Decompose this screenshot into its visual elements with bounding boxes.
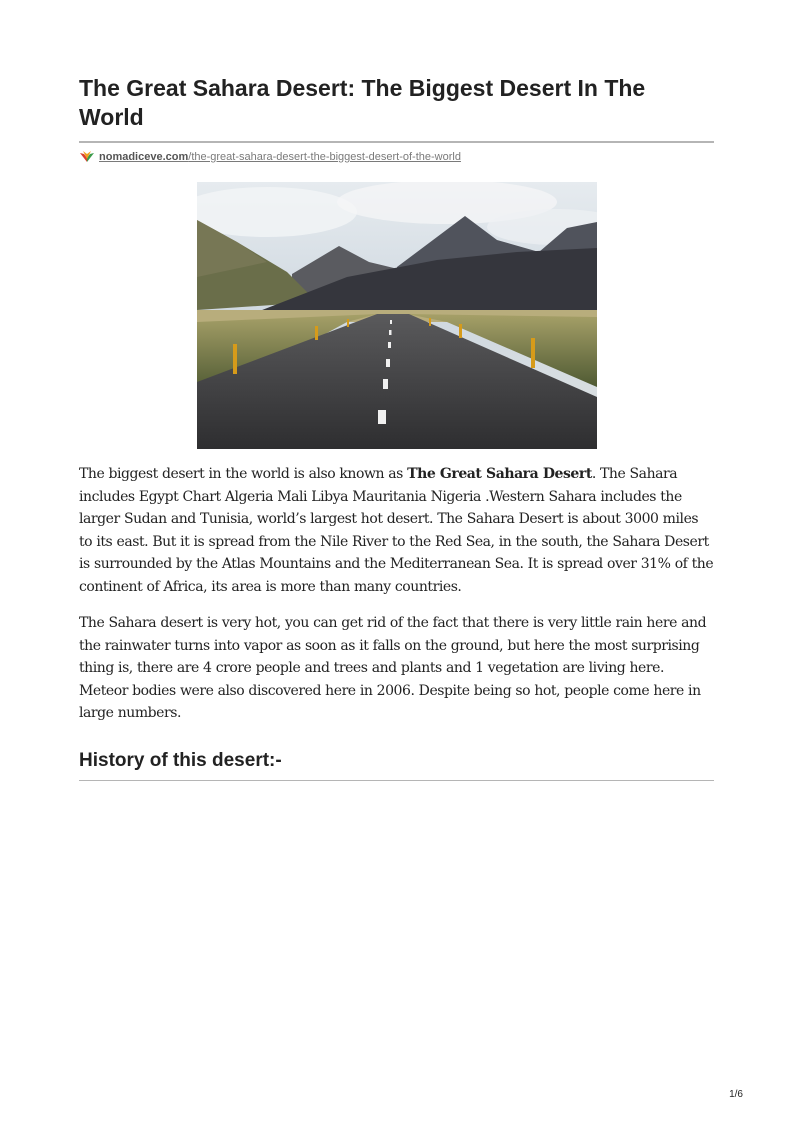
page-title: The Great Sahara Desert: The Biggest Desert In The World [79,74,714,143]
paragraph-1-intro: The biggest desert in the world is also known as [79,466,408,482]
source-link[interactable] [99,151,461,163]
paragraph-2: The Sahara desert is very hot, you can get rid of the fact that there is very little rain here and the rainwater turns into vapor as soon as it falls on the ground, but here the most surprising thing is, there are 4 crore people and trees and plants and 1 vegetation are living here. Meteor bodies were also discovered here in 2006. Despite being so hot, people come here in large numbers. [79,615,707,721]
site-favicon-icon [79,151,95,163]
page-number: 1/6 [729,1089,743,1100]
article [79,74,714,781]
source-domain: nomadiceve.com [99,151,189,163]
paragraph-1-rest: . The Sahara includes Egypt Chart Algeria Mali Libya Mauritania Nigeria .Western Sahara includes the larger Sudan and Tunisia, world’s largest hot desert. The Sahara Desert is about 3000 miles to its east. But it is spread from the Nile River to the Red Sea, in the south, the Sahara Desert is surrounded by the Atlas Mountains and the Mediterranean Sea. It is spread over 31% of the continent of Africa, its area is more than many countries. [79,466,714,595]
road-landscape-photo [197,182,597,449]
paragraph-1-emphasis: The Great Sahara Desert [407,466,592,482]
section-heading-history: History of this desert:- [79,749,714,781]
source-line [79,149,714,165]
source-path: /the-great-sahara-desert-the-biggest-desert-of-the-world [188,151,461,163]
paragraph-1 [79,463,714,598]
